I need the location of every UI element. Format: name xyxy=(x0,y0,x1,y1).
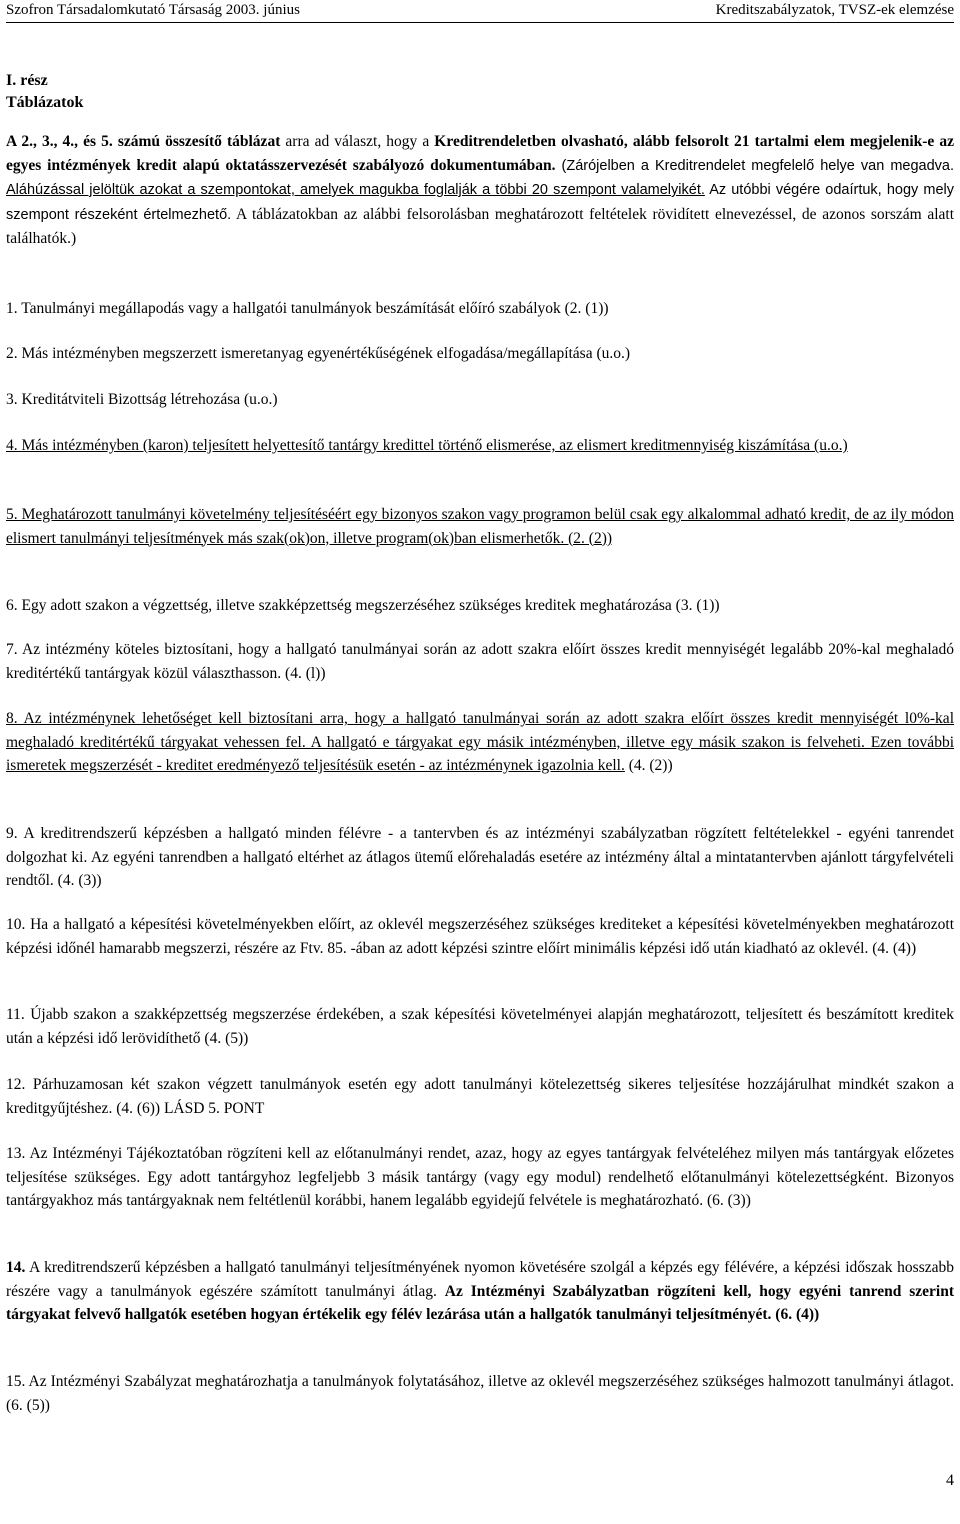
item-11-text: 11. Újabb szakon a szakképzettség megszerzése érdekében, a szak képesítési követelményei alapján meghatározott, teljesített és beszámított kreditek után a képzési idő lerövidíthető (4. (5)) xyxy=(6,1006,954,1047)
item-4-text: 4. Más intézményben (karon) teljesített helyettesítő tantárgy kredittel történő elismerése, az elismert kreditmennyiség kiszámítása (u.o.) xyxy=(6,437,848,454)
item-11 xyxy=(6,1003,954,1050)
item-14-number: 14. xyxy=(6,1259,26,1276)
section-part: I. rész xyxy=(6,72,48,89)
item-15 xyxy=(6,1370,954,1417)
item-14-text: A kreditrendszerű képzésben a hallgató tanulmányi teljesítményének nyomon követésére szolgál a képzés egy félévére, a képzési időszak hosszabb részére vagy a tanulmányok egészére számított tanulmányi átlag. xyxy=(6,1259,954,1300)
section-heading: Táblázatok xyxy=(6,94,84,111)
item-12-text: 12. Párhuzamosan két szakon végzett tanulmányok esetén egy adott tanulmányi kötelezettség sikeres teljesítése hozzájárulhat mindkét szakon a kreditgyűjtéshez. (4. (6)) LÁSD 5. PONT xyxy=(6,1076,954,1117)
item-6 xyxy=(6,594,954,618)
item-8-ref: (4. (2)) xyxy=(624,757,673,774)
section-title xyxy=(6,70,83,114)
item-14-bold: Az Intézményi Szabályzatban rögzíteni kell, hogy egyéni tanrend szerint tárgyakat felvevő hallgatók esetében hogyan értékelik egy félév lezárása után a hallgatók tanulmányi teljesítményét. (6. (4)) xyxy=(6,1282,954,1323)
item-15-text: 15. Az Intézményi Szabályzat meghatározhatja a tanulmányok folytatásához, illetve az oklevél megszerzéséhez szükséges halmozott tanulmányi átlagot. (6. (5)) xyxy=(6,1373,954,1414)
intro-sans-b: Az utóbbi végére odaírtuk, hogy mely szempont részeként értelmezhető. xyxy=(6,182,954,223)
item-8-text: 8. Az intézménynek lehetőséget kell biztosítani arra, hogy a hallgató tanulmányai során az adott szakra előírt összes kredit mennyiségét l0%-kal meghaladó kreditértékű tárgyakat vehessen fel. A hallgató e tárgyakat egy másik intézményben, illetve egy másik szakon is felveheti. Ezen további ismeretek megszerzését - kreditet eredményező teljesítésük esetén - az intézménynek igazolnia kell. xyxy=(6,710,954,774)
intro-bold-a: számú összesítő táblázat xyxy=(117,133,281,150)
header-right: Kreditszabályzatok, TVSZ-ek elemzése xyxy=(715,2,954,18)
item-5 xyxy=(6,503,954,550)
item-7 xyxy=(6,638,954,685)
item-7-text: 7. Az intézmény köteles biztosítani, hogy a hallgató tanulmányai során az adott szakra előírt összes kredit mennyiségét legalább 20%-kal meghaladó kreditértékű tantárgyak közül választhasson. (4. (l)) xyxy=(6,641,954,682)
intro-bold-b: Kreditrendeletben olvasható, alább felsorolt 21 tartalmi elem megjelenik-e az egyes intézmények kredit alapú oktatásszervezését szabályozó dokumentumában. xyxy=(6,133,954,174)
item-9 xyxy=(6,822,954,893)
intro-sans-a: (Zárójelben a Kreditrendelet megfelelő helye van megadva. xyxy=(555,157,954,174)
intro-underlined: Aláhúzással jelöltük azokat a szempontokat, amelyek magukba foglalják a többi 20 szempont valamelyikét. xyxy=(6,182,705,198)
page-number: 4 xyxy=(946,1472,954,1489)
intro-plain-a: arra ad választ, hogy a xyxy=(280,133,435,150)
item-2-text: 2. Más intézményben megszerzett ismeretanyag egyenértékűségének elfogadása/megállapítása (u.o.) xyxy=(6,345,631,362)
item-10-text: 10. Ha a hallgató a képesítési követelményekben előírt, az oklevél megszerzéséhez szükséges krediteket a képesítési követelményekben meghatározott képzési időnél hamarabb megszerzi, részére az Ftv. 85. -ában az adott képzési szintre előírt minimális képzési idő után kiadható az oklevél. (4. (4)) xyxy=(6,916,954,957)
item-3 xyxy=(6,388,954,412)
item-10 xyxy=(6,913,954,960)
item-12 xyxy=(6,1073,954,1120)
item-2 xyxy=(6,342,954,366)
item-8 xyxy=(6,707,954,778)
item-5-text: 5. Meghatározott tanulmányi követelmény teljesítéséért egy bizonyos szakon vagy programon belül csak egy alkalommal adható kredit, de az ily módon elismert tanulmányi teljesítmények más szak(ok)on, illetve program(ok)ban elismerhetők. (2. (2)) xyxy=(6,506,954,547)
intro-paragraph xyxy=(6,130,954,251)
item-6-text: 6. Egy adott szakon a végzettség, illetve szakképzettség megszerzéséhez szükséges kreditek meghatározása (3. (1)) xyxy=(6,597,720,614)
intro-plain-b: A táblázatokban az alábbi felsorolásban meghatározott feltételek rövidített elnevezéssel, de azonos sorszám alatt találhatók.) xyxy=(6,205,954,247)
item-4 xyxy=(6,434,954,458)
item-1 xyxy=(6,297,954,321)
item-13 xyxy=(6,1142,954,1213)
header-left: Szofron Társadalomkutató Társaság 2003. június xyxy=(6,2,300,18)
running-header xyxy=(6,0,954,23)
intro-bold-start: A 2., 3., 4., és 5. xyxy=(6,133,113,150)
item-9-text: 9. A kreditrendszerű képzésben a hallgató minden félévre - a tantervben és az intézményi szabályzatban rögzített feltételekkel - egyéni tanrendet dolgozhat ki. Az egyéni tanrendben a hallgató eltérhet az átlagos ütemű előrehaladás esetére az intézmény által a mintatantervben ajánlott tárgyfelvételi rendtől. (4. (3)) xyxy=(6,825,954,889)
item-3-text: 3. Kreditátviteli Bizottság létrehozása (u.o.) xyxy=(6,391,278,408)
item-1-text: 1. Tanulmányi megállapodás vagy a hallgatói tanulmányok beszámítását előíró szabályok (2. (1)) xyxy=(6,300,609,317)
item-13-text: 13. Az Intézményi Tájékoztatóban rögzíteni kell az előtanulmányi rendet, azaz, hogy az egyes tantárgyak felvételéhez milyen más tantárgyak előzetes teljesítése szükséges. Egy adott tantárgyhoz legfeljebb 3 másik tantárgy (vagy egy modul) rendelhető előtanulmányi kötelezettségként. Bizonyos tantárgyakhoz más tantárgyaknak nem feltétlenül korábbi, hanem legalább egyidejű felvétele is meghatározható. (6. (3)) xyxy=(6,1145,954,1209)
item-14 xyxy=(6,1256,954,1327)
